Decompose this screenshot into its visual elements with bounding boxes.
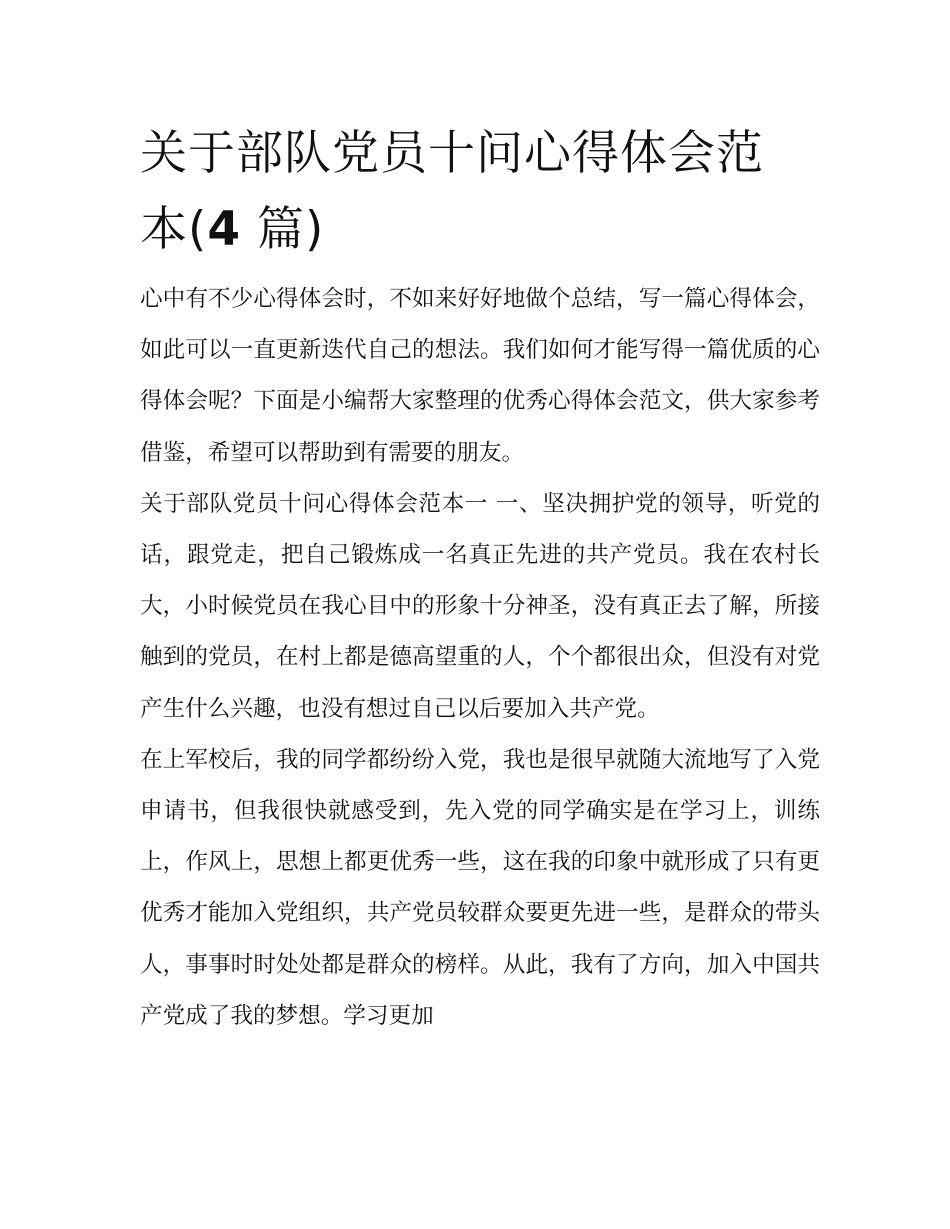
document-title [140,116,820,268]
title-line-1: 关于部队党员十问心得体会范 [140,126,764,181]
paragraph-military-school: 在上军校后，我的同学都纷纷入党，我也是很早就随大流地写了入党申请书，但我很快就感受到，先入党的同学确实是在学习上，训练上，作风上，思想上都更优秀一些，这在我的印象中就形成了只有更优秀才能加入党组织，共产党员较群众要更先进一些，是群众的带头人，事事时时处处都是群众的榜样。从此，我有了方向，加入中国共产党成了我的梦想。学习更加 [140,746,820,1029]
title-line-2-prefix: 本( [140,202,208,257]
paragraph-section-one: 关于部队党员十问心得体会范本一 一、坚决拥护党的领导，听党的话，跟党走，把自己锻炼成一名真正先进的共产党员。我在农村长大，小时候党员在我心目中的形象十分神圣，没有真正去了解，所接触到的党员，在村上都是德高望重的人，个个都很出众，但没有对党产生什么兴趣，也没有想过自己以后要加入共产党。 [140,490,820,722]
document-body [140,274,820,1042]
paragraph-intro: 心中有不少心得体会时，不如来好好地做个总结，写一篇心得体会，如此可以一直更新迭代自己的想法。我们如何才能写得一篇优质的心得体会呢？下面是小编帮大家整理的优秀心得体会范文，供大家参考借鉴，希望可以帮助到有需要的朋友。 [140,286,820,466]
title-line-2-number: 4 [207,202,242,257]
title-line-2-suffix: 篇) [241,202,325,257]
